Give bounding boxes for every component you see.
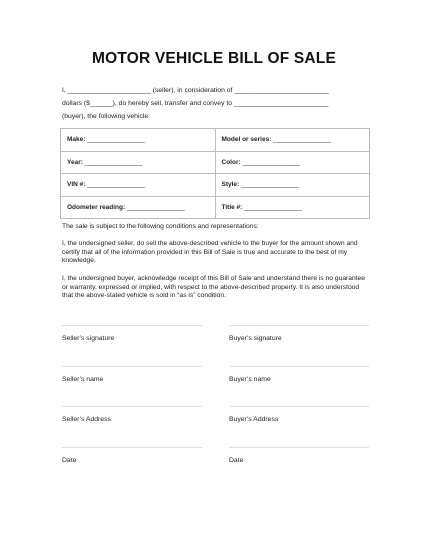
buyer-signature-label: Buyer’s signature <box>229 335 282 342</box>
buyer-name-label: Buyer’s name <box>229 376 271 383</box>
buyer-date-label: Date <box>229 457 244 464</box>
buyer-name-line <box>229 366 369 367</box>
field-label: Model or series: <box>221 136 272 144</box>
conditions-intro: The sale is subject to the following conditions and representations: <box>62 223 259 230</box>
table-row <box>61 151 370 174</box>
field-label: Color: <box>221 158 241 166</box>
field-odometer <box>61 196 216 219</box>
field-label: Title #: <box>221 203 243 211</box>
table-row <box>61 174 370 197</box>
field-blank: ________________ <box>240 158 301 166</box>
seller-statement: I, the undersigned seller, do sell the above-described vehicle to the buyer for the amount shown and certify that all of the information provided in this Bill of Sale is true and accurate to the best of my knowledge. <box>62 240 358 265</box>
seller-name-label: Seller’s name <box>62 376 104 383</box>
field-label: Odometer reading: <box>67 203 126 211</box>
field-year <box>61 151 216 174</box>
field-label: VIN #: <box>67 181 86 189</box>
field-label: Year: <box>67 158 83 166</box>
seller-name-line <box>62 366 202 367</box>
field-blank: ________________ <box>271 136 332 144</box>
field-blank: ________________ <box>85 181 146 189</box>
seller-address-line <box>62 406 202 407</box>
seller-address-label: Seller’s Address <box>62 416 111 423</box>
seller-date-label: Date <box>62 457 77 464</box>
buyer-address-label: Buyer’s Address <box>229 416 279 423</box>
buyer-date-line <box>229 447 369 448</box>
buyer-signature-line <box>229 325 369 326</box>
seller-signature-label: Seller’s signature <box>62 335 115 342</box>
seller-date-line <box>62 447 202 448</box>
field-blank: ________________ <box>125 203 185 211</box>
vehicle-details-table <box>60 128 370 219</box>
field-blank: ________________ <box>239 181 299 189</box>
field-make <box>61 129 216 152</box>
field-blank: ________________ <box>85 136 146 144</box>
field-vin <box>61 174 216 197</box>
page-title: MOTOR VEHICLE BILL OF SALE <box>91 50 337 67</box>
buyer-statement: I, the undersigned buyer, acknowledge receipt of this Bill of Sale and understand there is no guarantee or warranty, expressed or implied, with respect to the above-described property. It is also understood that the above-stated vehicle is sold in “as is” condition. <box>62 275 365 300</box>
table-row <box>61 196 370 219</box>
intro-line-dollars: dollars ($______), do hereby sell, transfer and convey to _________________________ <box>62 100 329 107</box>
seller-signature-line <box>62 325 202 326</box>
field-style <box>215 174 370 197</box>
field-blank: ________________ <box>242 203 302 211</box>
table-row <box>61 129 370 152</box>
field-label: Make: <box>67 136 86 144</box>
field-blank: ________________ <box>82 158 143 166</box>
intro-line-seller: I, ______________________ (seller), in consideration of _________________________ <box>62 87 329 94</box>
field-title-number <box>215 196 370 219</box>
field-color <box>215 151 370 174</box>
intro-line-buyer: (buyer), the following vehicle: <box>62 113 151 120</box>
field-label: Style: <box>221 181 240 189</box>
buyer-address-line <box>229 406 369 407</box>
field-model <box>215 129 370 152</box>
